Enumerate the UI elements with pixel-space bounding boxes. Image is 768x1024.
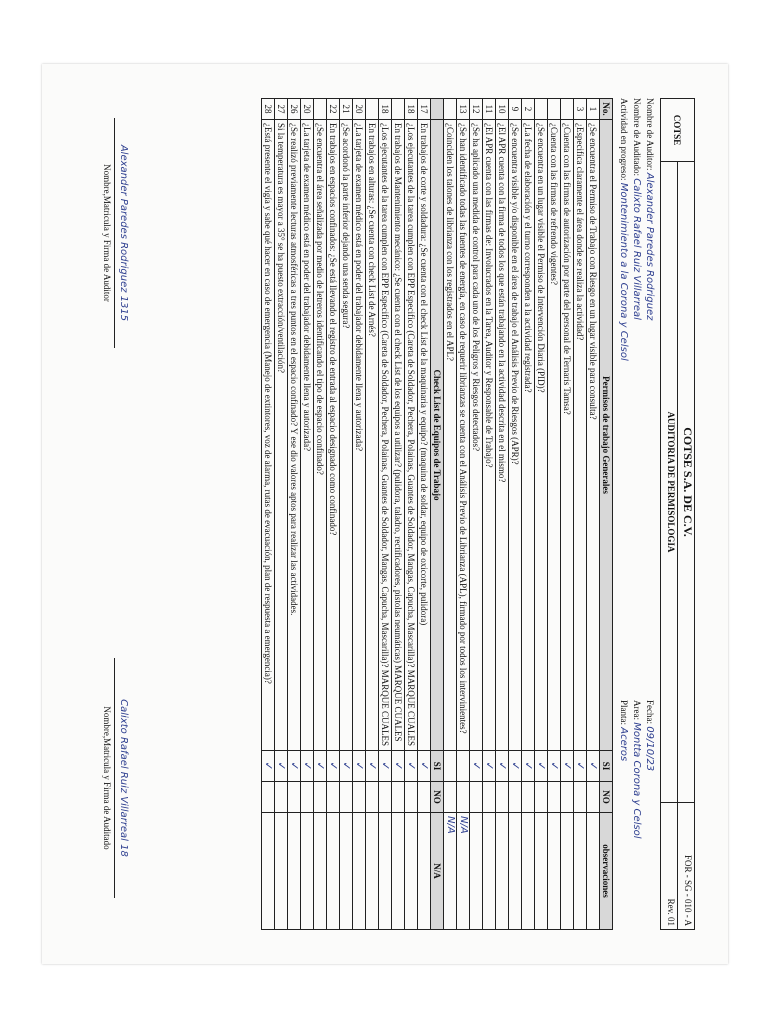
row-number: 12 [470, 99, 483, 120]
row-si-mark: ✓ [522, 751, 535, 782]
col-si-header-2: SI [431, 751, 444, 782]
audited-value: Calixto Rafael Ruiz Villarreal [631, 178, 642, 320]
col-no-answer-header: NO [600, 782, 613, 813]
checklist-row [379, 99, 392, 930]
checklist-row [288, 99, 301, 930]
row-observation [366, 813, 379, 930]
row-number: 20 [301, 99, 314, 120]
company-name: COTSE S.A. DE C.V. [678, 162, 695, 803]
row-question: ¿Coinciden los talones de librianza con los registrados en el APL? [444, 120, 457, 751]
row-no-mark [444, 782, 457, 813]
plant-value: Aceros [618, 727, 629, 762]
checklist-row [392, 99, 405, 930]
row-no-mark [327, 782, 340, 813]
form-code: FOR - SG - 010 - A [678, 803, 695, 930]
row-no-mark [535, 782, 548, 813]
row-number [444, 99, 457, 120]
company-logo: COTSE [661, 99, 695, 162]
row-si-mark: ✓ [405, 751, 418, 782]
row-no-mark [457, 782, 470, 813]
auditor-number: 1315 [118, 295, 129, 322]
row-question: Si la temperatura es mayor a 35° se ha puesto extracción/ventilación? [275, 120, 288, 751]
checklist-row [262, 99, 275, 930]
row-question: ¿El APR cuenta con la firma de todos los que están trabajando en la actividad descrita en el mismo? [496, 120, 509, 751]
section-header-permisos [600, 99, 613, 930]
row-no-mark [379, 782, 392, 813]
row-question: ¿Los ejecutantes de la tarea cumplen con EPP Especifico (Careta de Soldador, Pechera, Polainas, Guantes de Soldador, Mangas, Capucha, Mascarilla)? MARQUE CUALES [379, 120, 392, 751]
row-question: ¿La tarjeta de examen médico está en poder del trabajador debidamente llena y autorizada? [301, 120, 314, 751]
row-si-mark: ✓ [496, 751, 509, 782]
row-observation [262, 813, 275, 930]
form-content [102, 98, 695, 930]
row-question: ¿Está presente el vigía y sabe qué hacer en caso de emergencia (Manejo de extintores, voz de alarma, rutas de evacuación, plan de respuesta a emergencia)? [262, 120, 275, 751]
row-no-mark [483, 782, 496, 813]
area-field: Area: Montta Corona y Celsol [631, 700, 642, 839]
row-number [366, 99, 379, 120]
form-metadata [617, 98, 656, 930]
row-si-mark: ✓ [548, 751, 561, 782]
col-na-header: N/A [431, 813, 444, 930]
row-question: En trabajos en alturas: ¿Se cuenta con check List de Arnés? [366, 120, 379, 751]
audited-field: Nombre de Auditado: Calixto Rafael Ruiz Villarreal [631, 98, 642, 320]
row-si-mark: ✓ [509, 751, 522, 782]
row-si-mark: ✓ [340, 751, 353, 782]
row-si-mark: ✓ [574, 751, 587, 782]
row-observation [314, 813, 327, 930]
row-no-mark [392, 782, 405, 813]
row-no-mark [262, 782, 275, 813]
plant-field: Planta: Aceros [618, 700, 629, 762]
checklist-row [457, 99, 470, 930]
scanned-paper [42, 64, 728, 964]
form-revision: Rev. 01 [661, 803, 678, 930]
checklist-row [405, 99, 418, 930]
row-question: ¿Cuenta con las firmas de refrendo vigentes? [548, 120, 561, 751]
col-no-header: No. [600, 99, 613, 120]
checklist-row [366, 99, 379, 930]
row-number: 22 [327, 99, 340, 120]
auditor-value: Alexander Paredes Rodriguez [644, 172, 655, 321]
checklist-row [483, 99, 496, 930]
checklist-row [522, 99, 535, 930]
row-observation [288, 813, 301, 930]
row-si-mark: ✓ [327, 751, 340, 782]
form-header [660, 98, 695, 930]
audited-signature-name: Calixto Rafael Ruiz Villarreal [118, 699, 129, 841]
audited-signature-caption: Nombre,Matricula y Firma de Auditado [101, 658, 115, 898]
rotated-form [65, 84, 705, 944]
row-no-mark [470, 782, 483, 813]
row-question: ¿Se acordonó la parte inferior dejando una senda segura? [340, 120, 353, 751]
row-no-mark [548, 782, 561, 813]
row-si-mark: ✓ [262, 751, 275, 782]
row-observation [327, 813, 340, 930]
checklist-row [353, 99, 366, 930]
col-no-answer-header-2: NO [431, 782, 444, 813]
row-no-mark [340, 782, 353, 813]
row-number: 9 [509, 99, 522, 120]
row-question: ¿Se encuentra el Permiso de Trabajo con Riesgo en un lugar visible para consulta? [587, 120, 600, 751]
row-no-mark [587, 782, 600, 813]
row-no-mark [275, 782, 288, 813]
row-number: 17 [418, 99, 431, 120]
row-no-mark [314, 782, 327, 813]
row-no-mark [405, 782, 418, 813]
row-number [314, 99, 327, 120]
row-number: 2 [522, 99, 535, 120]
checklist-row [275, 99, 288, 930]
row-question: ¿Se realizó previamente lecturas atmosféricas a tres puntos en el espacio confinado? Y ese dio valores aptos para realizar las actividades. [288, 120, 301, 751]
row-question: ¿La tarjeta de examen médico está en poder del trabajador debidamente llena y autorizada? [353, 120, 366, 751]
col-observaciones-header: observaciones [600, 813, 613, 930]
checklist-row [574, 99, 587, 930]
row-observation [548, 813, 561, 930]
checklist-row [548, 99, 561, 930]
row-number [561, 99, 574, 120]
row-number: 3 [574, 99, 587, 120]
auditor-field: Nombre de Auditor: Alexander Paredes Rodriguez [644, 98, 655, 321]
row-question: ¿Los ejecutantes de la tarea cumplen con EPP Especifico (Careta de Soldador, Pechera, Polainas, Guantes de Soldador, Mangas, Capucha, Mascarilla)? MARQUE CUALES [405, 120, 418, 751]
checklist-row [535, 99, 548, 930]
date-field: Fecha: 09/10/23 [644, 700, 655, 772]
checklist-row [509, 99, 522, 930]
row-observation [574, 813, 587, 930]
checklist-table [261, 98, 613, 930]
row-observation [275, 813, 288, 930]
row-question: ¿Se encuentra en un lugar visible el Permiso de Intervención Diaria (PID)? [535, 120, 548, 751]
auditor-signature-block [101, 118, 129, 348]
row-observation [535, 813, 548, 930]
row-number: 21 [340, 99, 353, 120]
row-number: 18 [405, 99, 418, 120]
audited-signature-block [101, 658, 129, 898]
row-question: ¿Se ha aplicado una medida de control para cada uno de los Peligros y Riesgos detectados? [470, 120, 483, 751]
row-observation [301, 813, 314, 930]
date-value: 09/10/23 [644, 726, 655, 772]
activity-value: Montenimiento a la Corona y Celsol [618, 182, 629, 361]
row-question: ¿El APR cuenta con las firmas de: Involucrados en la Tarea, Auditor y Responsable de Trabajo? [483, 120, 496, 751]
col-si-header: SI [600, 751, 613, 782]
row-si-mark [457, 751, 470, 782]
row-si-mark: ✓ [379, 751, 392, 782]
row-observation [418, 813, 431, 930]
row-observation [379, 813, 392, 930]
audited-number: 18 [118, 844, 129, 857]
row-number: 18 [379, 99, 392, 120]
row-si-mark: ✓ [470, 751, 483, 782]
row-observation [405, 813, 418, 930]
row-question: ¿Se encuentra el área señalizada por medio de letreros identificando el tipo de espacio confinado? [314, 120, 327, 751]
row-no-mark [561, 782, 574, 813]
row-question: ¿Especifica claramente el área donde se realiza la actividad? [574, 120, 587, 751]
row-number: 26 [288, 99, 301, 120]
row-number [548, 99, 561, 120]
row-observation [561, 813, 574, 930]
row-number: 1 [587, 99, 600, 120]
row-si-mark: ✓ [275, 751, 288, 782]
checklist-row [314, 99, 327, 930]
row-no-mark [496, 782, 509, 813]
row-si-mark: ✓ [418, 751, 431, 782]
row-no-mark [509, 782, 522, 813]
form-subtitle: AUDITORIA DE PERMISOLOGIA [661, 162, 678, 803]
row-observation [392, 813, 405, 930]
auditor-signature-name: Alexander Paredes Rodriguez [118, 144, 129, 293]
row-no-mark [353, 782, 366, 813]
row-number: 13 [457, 99, 470, 120]
checklist-row [561, 99, 574, 930]
row-no-mark [288, 782, 301, 813]
row-no-mark [301, 782, 314, 813]
row-number: 20 [353, 99, 366, 120]
row-si-mark: ✓ [535, 751, 548, 782]
row-si-mark: ✓ [314, 751, 327, 782]
row-question: ¿Se han identificado todas las fuentes de energía, en caso de requerir librianzas se cuenta con el Análisis Previo de Librianza (APL), firmado por todos los intervinientes? [457, 120, 470, 751]
row-si-mark: ✓ [587, 751, 600, 782]
row-no-mark [574, 782, 587, 813]
checklist-row [340, 99, 353, 930]
row-number: 28 [262, 99, 275, 120]
section-title-permisos: Permisos de trabajo Generales [600, 120, 613, 751]
row-question: ¿Se encuentra visible y/o disponible en el área de trabajo el Análisis Previo de Riesgos (APR)? [509, 120, 522, 751]
row-observation [340, 813, 353, 930]
checklist-row [470, 99, 483, 930]
row-question: En trabajos en espacios confinados: ¿Se está llevando el registro de entrada al espacio designado como confinado? [327, 120, 340, 751]
row-number: 27 [275, 99, 288, 120]
row-si-mark [444, 751, 457, 782]
row-observation: N/A [444, 813, 457, 930]
row-no-mark [366, 782, 379, 813]
row-si-mark: ✓ [392, 751, 405, 782]
checklist-row [444, 99, 457, 930]
row-no-mark [418, 782, 431, 813]
row-si-mark: ✓ [301, 751, 314, 782]
checklist-row [418, 99, 431, 930]
auditor-signature-caption: Nombre,Matricula y Firma de Auditor [101, 118, 115, 348]
row-number [392, 99, 405, 120]
activity-field: Actividad en progreso: Montenimiento a la Corona y Celsol [618, 98, 629, 361]
row-observation [522, 813, 535, 930]
row-number: 10 [496, 99, 509, 120]
row-question: ¿Cuenta con las firmas de autorización por parte del personal de Ternaris Tamsa? [561, 120, 574, 751]
row-observation: N/A [457, 813, 470, 930]
row-number: 11 [483, 99, 496, 120]
area-value: Montta Corona y Celsol [631, 722, 642, 839]
row-observation [496, 813, 509, 930]
row-no-mark [522, 782, 535, 813]
checklist-row [301, 99, 314, 930]
row-observation [470, 813, 483, 930]
row-si-mark: ✓ [288, 751, 301, 782]
row-observation [483, 813, 496, 930]
row-question: ¿La fecha de elaboración y el turno corresponden a la actividad registrada? [522, 120, 535, 751]
row-question: En trabajos de Mantenimiento mecánico: ¿Se cuenta con el check List de los equipos a utilizar? (pulidora, taladro, rectificadores, pistolas neumáticas) MARQUE CUALES [392, 120, 405, 751]
checklist-row [327, 99, 340, 930]
section-title-equipos: Check List de Equipos de Trabajo [431, 120, 444, 751]
row-observation [509, 813, 522, 930]
row-number [535, 99, 548, 120]
row-question: En trabajos de corte y soldadura: ¿Se cuenta con el check List de la maquinaria y equipo? (maquina de soldar, equipo de oxicorte, pulidora) [418, 120, 431, 751]
row-si-mark: ✓ [353, 751, 366, 782]
row-observation [353, 813, 366, 930]
section-header-equipos [431, 99, 444, 930]
row-si-mark: ✓ [483, 751, 496, 782]
checklist-row [496, 99, 509, 930]
row-si-mark: ✓ [366, 751, 379, 782]
row-si-mark: ✓ [561, 751, 574, 782]
row-observation [587, 813, 600, 930]
checklist-row [587, 99, 600, 930]
